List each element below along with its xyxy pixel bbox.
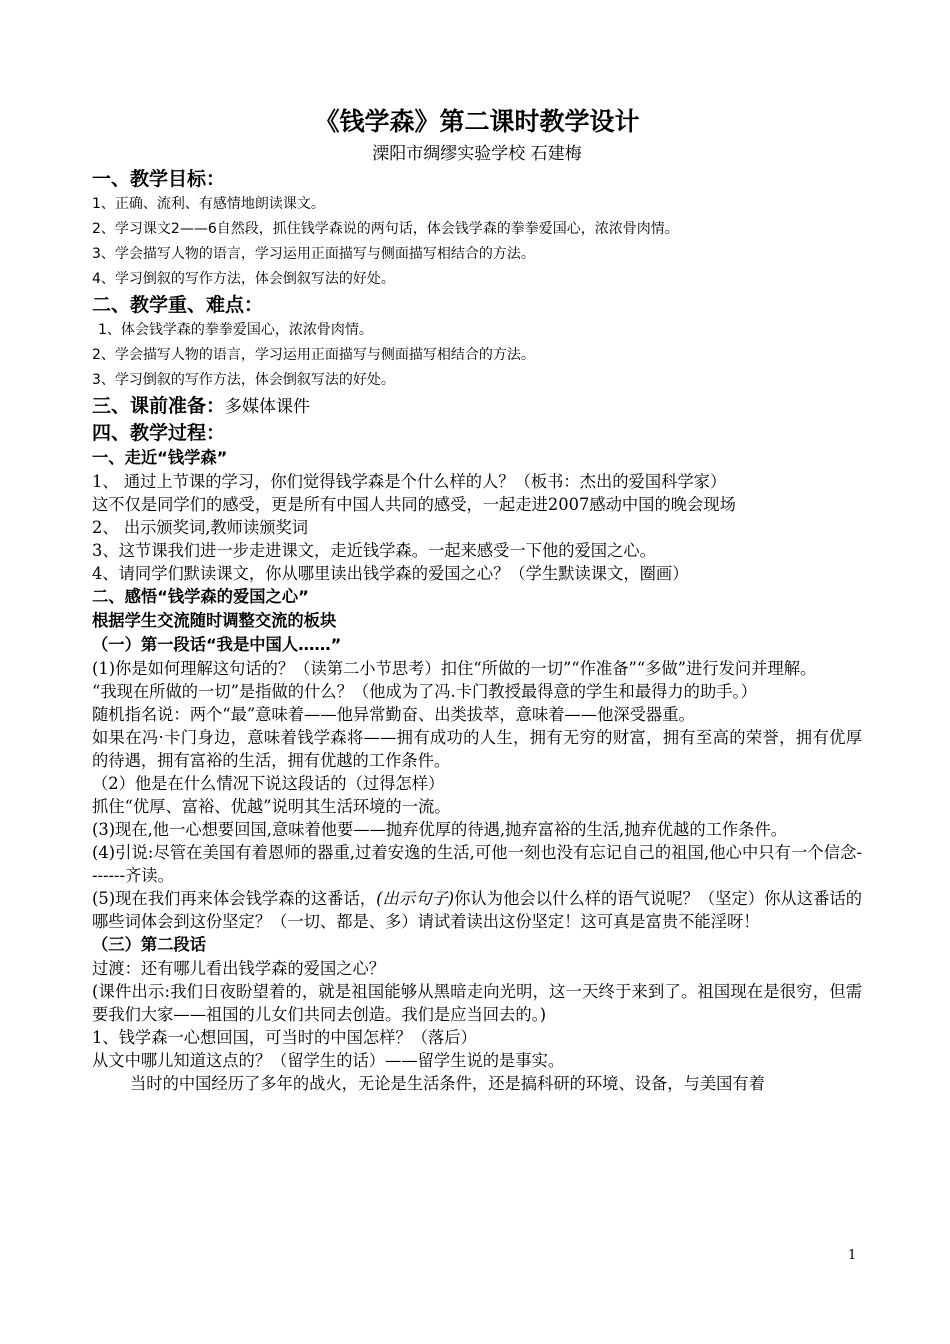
goal-item: 2、学习课文2——6自然段，抓住钱学森说的两句话，体会钱学森的拳拳爱国心，浓浓骨肉情。 [92, 221, 679, 237]
section3-line: 过渡：还有哪儿看出钱学森的爱国之心？ [92, 959, 386, 978]
author-line: 溧阳市绸缪实验学校 石建梅 [372, 144, 582, 164]
section3-line: 1、钱学森一心想回国，可当时的中国怎样？（落后） [92, 1028, 477, 1047]
part1-line: 1、 通过上节课的学习，你们觉得钱学森是个什么样的人？（板书：杰出的爱国科学家） [92, 472, 727, 491]
section3-last-line: 当时的中国经历了多年的战火，无论是生活条件，还是搞科研的环境、设备，与美国有着 [130, 1074, 765, 1093]
process-heading: 四、教学过程： [92, 422, 226, 444]
section3-heading: （三）第二段话 [92, 935, 206, 954]
section1-line: 随机指名说：两个“最”意味着——他异常勤奋、出类拔萃，意味着——他深受器重。 [92, 705, 695, 724]
goal-item: 4、学习倒叙的写作方法，体会倒叙写法的好处。 [92, 271, 395, 287]
section3-line: 从文中哪儿知道这点的？（留学生的话）——留学生说的是事实。 [92, 1051, 565, 1070]
prep-heading: 三、课前准备： [92, 395, 226, 417]
part2-subheading: 根据学生交流随时调整交流的板块 [92, 611, 337, 630]
part1-line: 这不仅是同学们的感受，更是所有中国人共同的感受，一起走进2007感动中国的晚会现场 [92, 495, 736, 514]
page-number: 1 [848, 1248, 857, 1263]
section1-line: (3)现在,他一心想要回国,意味着他要——抛弃优厚的待遇,抛弃富裕的生活,抛弃优越的工作条件。 [92, 820, 788, 839]
document-title: 《钱学森》第二课时教学设计 [314, 107, 640, 136]
focus-heading: 二、教学重、难点： [92, 294, 264, 316]
section1-line: (4)引说:尽管在美国有着恩师的器重,过着安逸的生活,可他一刻也没有忘记自己的祖国,他心中只有一个信念-------齐读。 [92, 843, 862, 885]
section3-line: (课件出示:我们日夜盼望着的，就是祖国能够从黑暗走向光明，这一天终于来到了。祖国现在是很穷，但需要我们大家——祖国的儿女们共同去创造。我们是应当回去的。) [92, 982, 862, 1024]
section1-line-5 [92, 887, 862, 933]
line5-part-b: 你认为他会以什么样的语气说呢？（坚定）你从这番话的哪些词体会到这份坚定？（一切、都是、多）请试着读出这份坚定！这可真是富贵不能淫呀！ [92, 889, 862, 931]
line5-italic: (出示句子) [376, 889, 455, 908]
part1-heading: 一、走近“钱学森” [92, 448, 228, 467]
part1-line: 4、请同学们默读课文，你从哪里读出钱学森的爱国之心？（学生默读课文，圈画） [92, 564, 689, 583]
part1-line: 2、 出示颁奖词,教师读颁奖词 [92, 518, 309, 537]
part2-heading: 二、感悟“钱学森的爱国之心” [92, 587, 309, 606]
section1-heading: （一）第一段话“我是中国人……” [92, 635, 342, 654]
focus-item: 1、体会钱学森的拳拳爱国心，浓浓骨肉情。 [98, 322, 373, 338]
prep-line [92, 393, 862, 420]
goal-item: 3、学会描写人物的语言，学习运用正面描写与侧面描写相结合的方法。 [92, 246, 535, 262]
focus-item: 3、学习倒叙的写作方法，体会倒叙写法的好处。 [92, 372, 395, 388]
line5-part-a: (5)现在我们再来体会钱学森的这番话， [92, 889, 377, 908]
prep-value: 多媒体课件 [225, 397, 311, 417]
goals-heading: 一、教学目标： [92, 168, 226, 190]
part1-line: 3、这节课我们进一步走进课文，走近钱学森。一起来感受一下他的爱国之心。 [92, 541, 656, 560]
goal-item: 1、正确、流利、有感情地朗读课文。 [92, 196, 325, 212]
section1-line: 如果在冯·卡门身边，意味着钱学森将——拥有成功的人生，拥有无穷的财富，拥有至高的荣誉，拥有优厚的待遇，拥有富裕的生活，拥有优越的工作条件。 [92, 728, 862, 770]
section1-line: (1)你是如何理解这句话的？（读第二小节思考）扣住“所做的一切”“作准备”“多做”进行发问并理解。 [92, 659, 817, 678]
focus-item: 2、学会描写人物的语言，学习运用正面描写与侧面描写相结合的方法。 [92, 347, 535, 363]
section1-line: “我现在所做的一切”是指做的什么？（他成为了冯.卡门教授最得意的学生和最得力的助手。） [92, 682, 757, 701]
section1-line: 抓住“优厚、富裕、优越”说明其生活环境的一流。 [92, 797, 451, 816]
document-page [92, 104, 862, 1095]
section1-line: （2）他是在什么情况下说这段话的（过得怎样） [92, 774, 445, 793]
